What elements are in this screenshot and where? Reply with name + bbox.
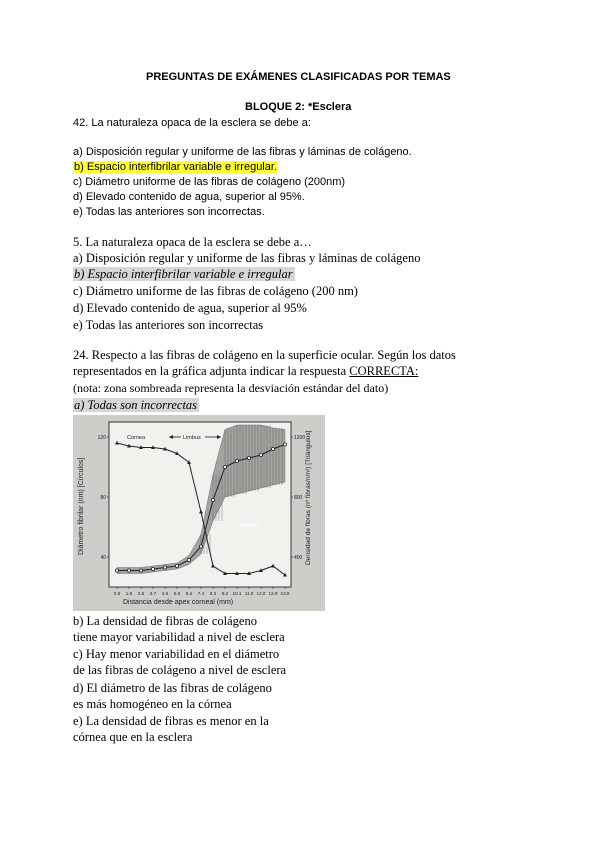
diameter-point <box>187 558 190 561</box>
q24-option-e-line2: córnea que en la esclera <box>73 730 193 744</box>
q42-stem: 42. La naturaleza opaca de la esclera se debe a: <box>73 117 311 129</box>
x-tick-label: 13.8 <box>280 591 290 596</box>
q5-option-d: d) Elevado contenido de agua, superior al 95% <box>73 301 307 315</box>
q24-option-a <box>73 398 199 413</box>
x-tick-label: 12.0 <box>256 591 266 596</box>
y2-tick-label: 800 <box>294 495 303 501</box>
q5-option-b <box>73 267 295 282</box>
diameter-point <box>223 465 226 468</box>
q42-option-b <box>73 161 278 173</box>
diameter-point <box>175 564 178 567</box>
q24-option-a-highlight: a) Todas son incorrectas <box>74 398 198 412</box>
diameter-point <box>271 447 274 450</box>
diameter-point <box>115 569 118 572</box>
y2-tick-label: 1200 <box>294 435 306 441</box>
diameter-point <box>211 498 214 501</box>
x-tick-label: 10.1 <box>232 591 242 596</box>
diameter-point <box>139 569 142 572</box>
x-tick-label: 2.8 <box>137 591 145 596</box>
x-axis-label: Distancia desde apex corneal (mm) <box>123 599 234 606</box>
q24-correcta-keyword: CORRECTA: <box>349 364 419 378</box>
diameter-point <box>163 566 166 569</box>
x-tick-label: 12.9 <box>268 591 278 596</box>
q5-option-b-highlight: b) Espacio interfibrilar variable e irregular <box>74 267 293 281</box>
y-axis-label: Diámetro fibrilar (nm) [Círculos] <box>78 457 85 555</box>
document-title: PREGUNTAS DE EXÁMENES CLASIFICADAS POR TEMAS <box>146 71 451 83</box>
q42-option-c: c) Diámetro uniforme de las fibras de colágeno (200nm) <box>73 176 346 188</box>
q42-option-a: a) Disposición regular y uniforme de las fibras y láminas de colágeno. <box>73 146 412 158</box>
chart-svg <box>73 415 325 611</box>
q24-note: (nota: zona sombreada representa la desviación estándar del dato) <box>73 381 389 395</box>
x-tick-label: 6.4 <box>185 591 193 596</box>
x-tick-label: 7.4 <box>197 591 205 596</box>
block-heading <box>245 101 351 113</box>
annotation-cornea: Cornea <box>127 435 146 441</box>
q24-option-c-line2: de las fibras de colágeno a nivel de esclera <box>73 663 287 677</box>
x-tick-label: 1.8 <box>125 591 133 596</box>
q5-option-a: a) Disposición regular y uniforme de las fibras y láminas de colágeno <box>73 251 421 265</box>
y-tick-label: 120 <box>97 435 106 441</box>
block-label: BLOQUE 2: <box>245 101 308 113</box>
q24-option-b-line1: b) La densidad de fibras de colágeno <box>73 614 257 628</box>
q5-option-e: e) Todas las anteriores son incorrectas <box>73 318 264 332</box>
x-tick-label: 4.6 <box>161 591 169 596</box>
q24-stem-line2-text: representados en la gráfica adjunta indicar la respuesta <box>73 364 350 378</box>
diameter-point <box>247 456 250 459</box>
q5-stem: 5. La naturaleza opaca de la esclera se debe a… <box>73 235 312 249</box>
q24-option-d-line1: d) El diámetro de las fibras de colágeno <box>73 681 272 695</box>
y2-tick-label: 400 <box>294 555 303 561</box>
diameter-point <box>283 443 286 446</box>
diameter-point <box>235 459 238 462</box>
annotation-esclera: Esclera <box>241 523 260 529</box>
block-topic: Esclera <box>312 101 352 113</box>
x-tick-label: 9.2 <box>221 591 229 596</box>
x-tick-label: 0.9 <box>113 591 121 596</box>
q42-option-d: d) Elevado contenido de agua, superior al 95%. <box>73 191 305 203</box>
y-tick-label: 40 <box>100 555 106 561</box>
q24-stem-line1: 24. Respecto a las fibras de colágeno en la superficie ocular. Según los datos <box>73 348 456 362</box>
x-tick-label: 5.5 <box>173 591 181 596</box>
q24-option-e-line1: e) La densidad de fibras es menor en la <box>73 714 269 728</box>
collagen-fibril-chart <box>73 415 325 611</box>
q24-option-d-line2: es más homogéneo en la córnea <box>73 697 232 711</box>
diameter-point <box>127 569 130 572</box>
q24-option-b-line2: tiene mayor variabilidad a nivel de esclera <box>73 630 285 644</box>
y-tick-label: 80 <box>100 495 106 501</box>
x-tick-label: 11.0 <box>244 591 254 596</box>
q24-stem-line2 <box>73 364 418 379</box>
annotation-limbus: Limbus <box>183 435 201 441</box>
diameter-point <box>259 453 262 456</box>
block-mark: * <box>307 101 313 113</box>
q42-option-b-highlight: b) Espacio interfibrilar variable e irregular. <box>74 161 277 173</box>
x-tick-label: 8.3 <box>209 591 217 596</box>
q42-option-e: e) Todas las anteriores son incorrectas. <box>73 206 265 218</box>
y2-axis-label: Densidad de fibras (nº fibras/nm²) [Triángulos] <box>305 430 312 565</box>
q5-option-c: c) Diámetro uniforme de las fibras de colágeno (200 nm) <box>73 284 358 298</box>
diameter-point <box>151 567 154 570</box>
q24-option-c-line1: c) Hay menor variabilidad en el diámetro <box>73 647 280 661</box>
diameter-point <box>199 545 202 548</box>
x-tick-label: 3.7 <box>149 591 157 596</box>
